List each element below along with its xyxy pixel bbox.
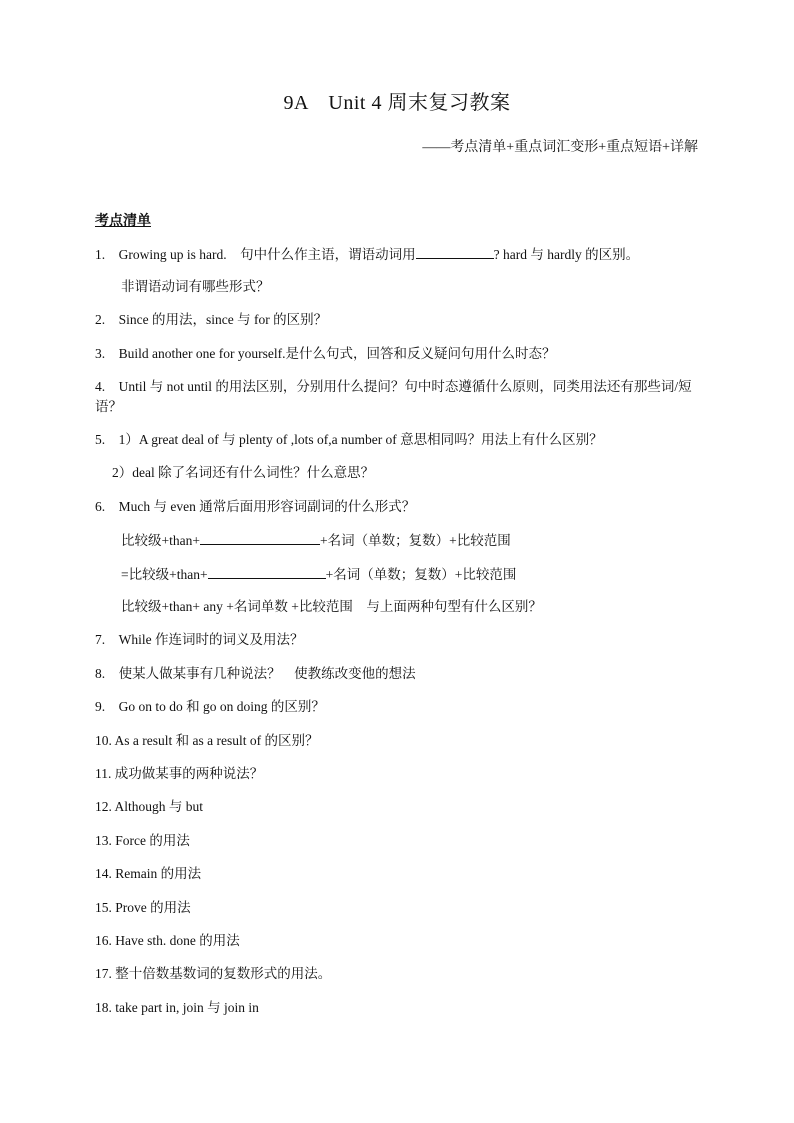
list-item-18: 18. take part in, join 与 join in [95, 1000, 259, 1015]
list-item-text: ? hard 与 hardly 的区别。 [493, 247, 640, 262]
list-item-12: 12. Although 与 but [95, 799, 204, 814]
list-item-17: 17. 整十倍数基数词的复数形式的用法。 [95, 966, 332, 981]
fill-blank [200, 530, 320, 545]
list-item-11: 11. 成功做某事的两种说法？ [95, 766, 264, 781]
list-item-4: 4. Until 与 not until 的用法区别，分别用什么提问？句中时态遵循什么原则，同类用法还有那些词/短语？ [95, 379, 692, 414]
list-item-text: 1. Growing up is hard. 句中什么作主语，谓语动词用 [95, 247, 416, 262]
list-item-2: 2. Since 的用法，since 与 for 的区别？ [95, 312, 328, 327]
list-item-3: 3. Build another one for yourself.是什么句式，回答和反义疑问句用什么时态？ [95, 346, 556, 361]
list-item-8: 8. 使某人做某事有几种说法？ 使教练改变他的想法 [95, 666, 416, 681]
list-item-1 [95, 244, 705, 265]
fill-blank [208, 564, 326, 579]
list-item-6-pattern-3: 比较级+than+ any +名词单数 +比较范围 与上面两种句型有什么区别？ [121, 599, 542, 614]
list-item-1-continued: 非谓语动词有哪些形式？ [121, 279, 270, 294]
document-title: 9A Unit 4 周末复习教案 [283, 92, 511, 114]
list-item-7: 7. While 作连词时的词义及用法？ [95, 632, 304, 647]
list-item-5: 5. 1）A great deal of 与 plenty of ,lots of,a number of 意思相同吗？用法上有什么区别？ [95, 432, 603, 447]
pattern-text: =比较级+than+ [121, 567, 208, 582]
list-item-6-pattern-1 [121, 530, 731, 551]
list-item-6-pattern-2 [121, 564, 731, 585]
list-item-16: 16. Have sth. done 的用法 [95, 933, 240, 948]
list-item-9: 9. Go on to do 和 go on doing 的区别？ [95, 699, 325, 714]
pattern-text: 比较级+than+ [121, 533, 200, 548]
list-item-15: 15. Prove 的用法 [95, 900, 191, 915]
list-item-14: 14. Remain 的用法 [95, 866, 202, 881]
list-item-10: 10. As a result 和 as a result of 的区别？ [95, 733, 319, 748]
fill-blank [416, 244, 494, 259]
document-subtitle: ——考点清单+重点词汇变形+重点短语+详解 [422, 140, 698, 155]
pattern-text: +名词（单数；复数）+比较范围 [325, 567, 517, 582]
list-item-5-sub: 2）deal 除了名词还有什么词性？什么意思？ [112, 465, 375, 480]
list-item-13: 13. Force 的用法 [95, 833, 190, 848]
list-item-6: 6. Much 与 even 通常后面用形容词副词的什么形式？ [95, 499, 416, 514]
pattern-text: +名词（单数；复数）+比较范围 [319, 533, 511, 548]
section-heading: 考点清单 [95, 214, 151, 229]
